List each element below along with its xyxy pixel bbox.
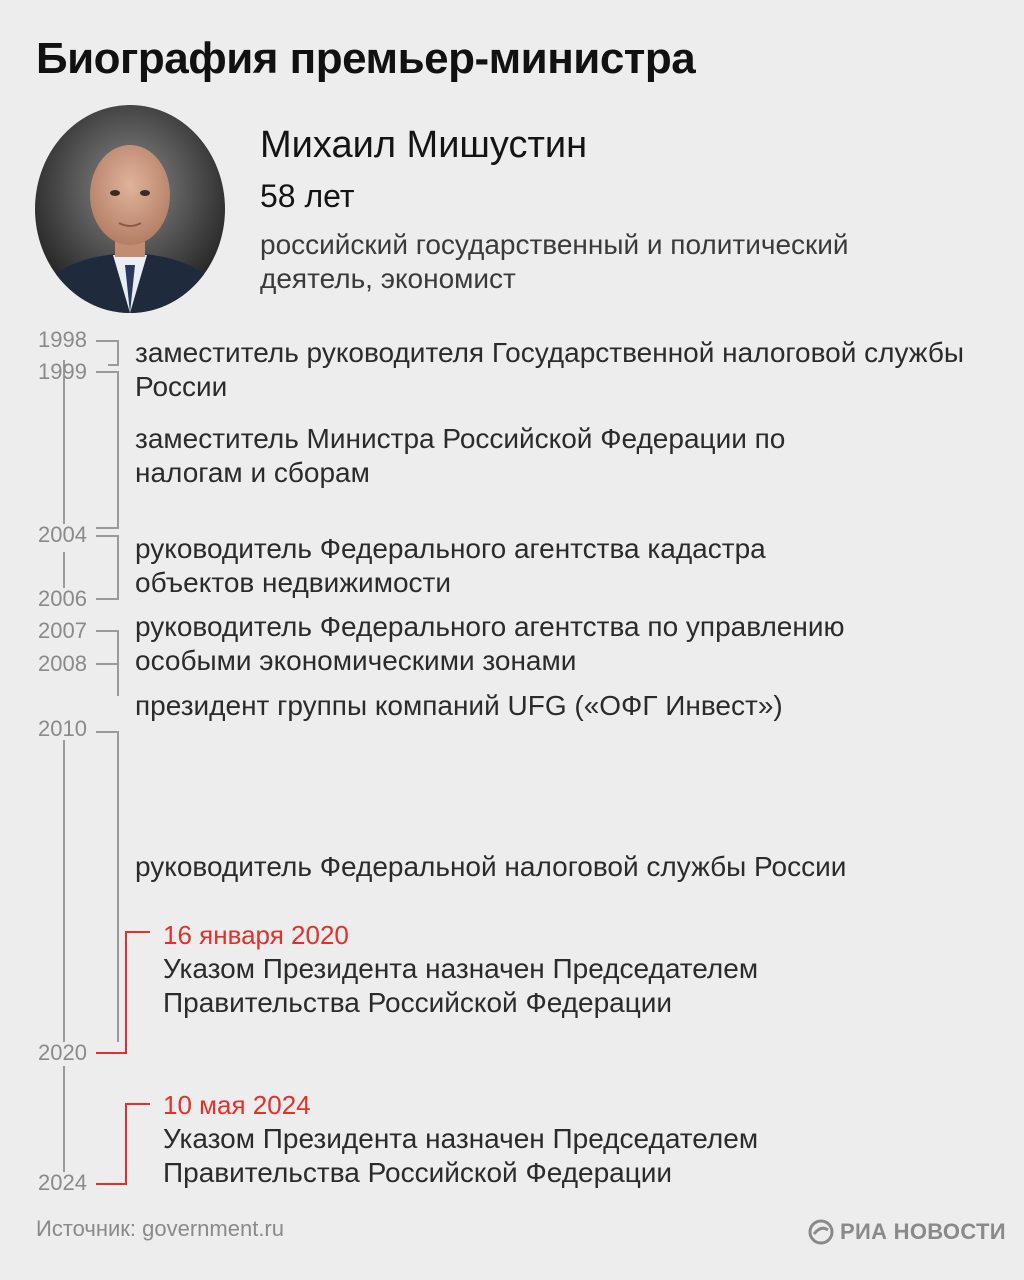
year-label: 1998 — [38, 327, 87, 352]
year-label: 2024 — [38, 1170, 87, 1195]
year-label: 2008 — [38, 651, 87, 676]
year-label: 1999 — [38, 359, 87, 384]
timeline-entry: президент группы компаний UFG («ОФГ Инвест») — [135, 690, 783, 721]
page-title: Биография премьер-министра — [36, 34, 696, 83]
timeline-entry: руководитель Федерального агентства кадастра объектов недвижимости — [135, 533, 766, 598]
ria-logo — [808, 1218, 1006, 1246]
person-description: российский государственный и политический деятель, экономист — [260, 229, 849, 294]
year-label: 2007 — [38, 618, 87, 643]
highlight-text: Указом Президента назначен Председателем Правительства Российской Федерации — [163, 1123, 759, 1188]
logo-text: РИА НОВОСТИ — [840, 1219, 1006, 1244]
highlight-date: 16 января 2020 — [163, 920, 349, 950]
timeline-entry: заместитель Министра Российской Федерации по налогам и сборам — [135, 423, 786, 488]
year-label: 2004 — [38, 522, 87, 547]
highlight-date: 10 мая 2024 — [163, 1090, 311, 1120]
source-note: Источник: government.ru — [36, 1216, 284, 1241]
person-age: 58 лет — [260, 178, 355, 214]
timeline-entry: заместитель руководителя Государственной налоговой службы России — [135, 337, 965, 402]
ria-emblem-icon — [808, 1219, 834, 1245]
person-name: Михаил Мишустин — [260, 124, 588, 166]
year-label: 2010 — [38, 716, 87, 741]
timeline-entry: руководитель Федеральной налоговой службы России — [135, 851, 847, 882]
year-label: 2020 — [38, 1040, 87, 1065]
highlight-text: Указом Президента назначен Председателем Правительства Российской Федерации — [163, 953, 759, 1018]
year-label: 2006 — [38, 586, 87, 611]
timeline-entry: руководитель Федерального агентства по управлению особыми экономическими зонами — [135, 611, 845, 676]
